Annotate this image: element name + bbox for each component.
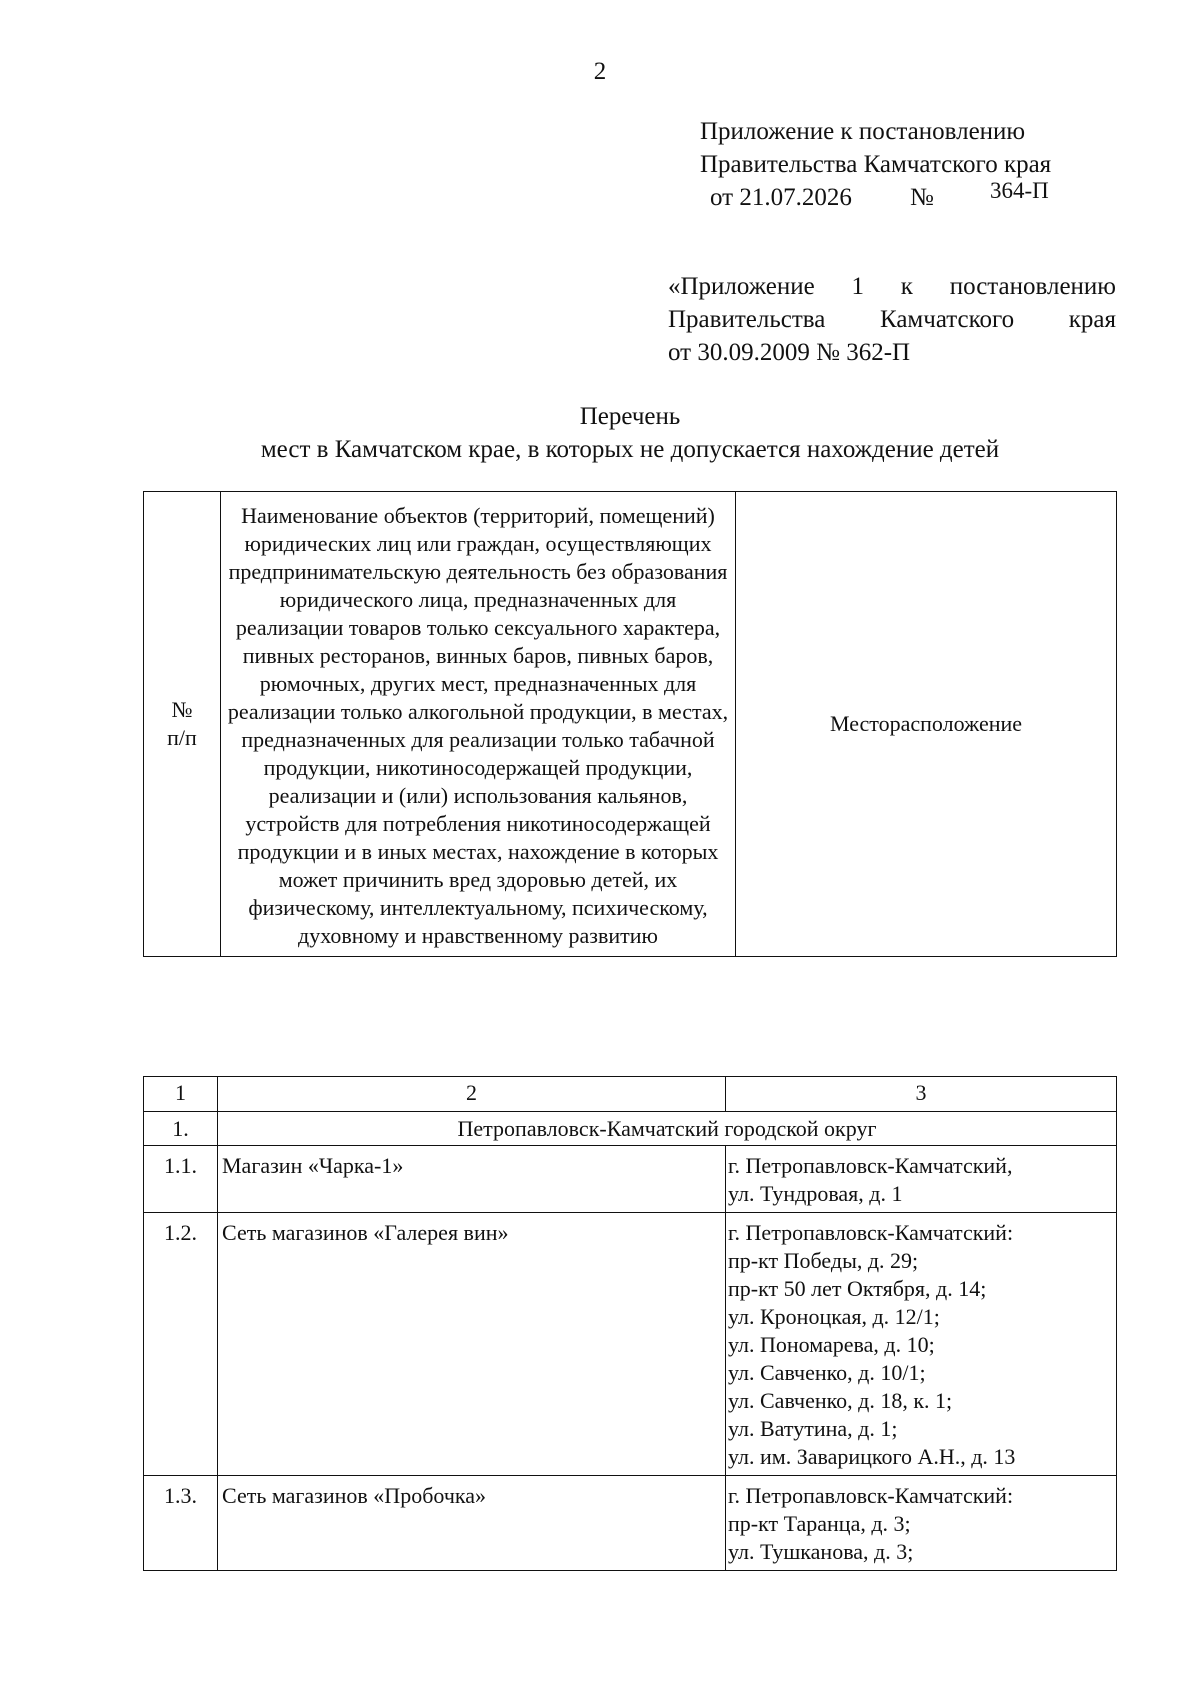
region-row [144, 1112, 1117, 1146]
column-number-2: 2 [218, 1077, 726, 1112]
address-line: пр-кт Победы, д. 29; [728, 1248, 919, 1273]
title-line-1: Перечень [579, 403, 681, 430]
list-body-table [143, 1076, 1117, 1571]
address-line: г. Петропавловск-Камчатский: [728, 1483, 1014, 1508]
header-row [144, 492, 1117, 957]
approval-block [700, 115, 1051, 214]
region-name: Петропавловск-Камчатский городской округ [218, 1112, 1117, 1146]
amended-line-1: «Приложение 1 к постановлению [668, 273, 1116, 300]
approval-line-1: Приложение к постановлению [700, 118, 1026, 145]
header-location: Месторасположение [736, 492, 1117, 957]
approval-line-2: Правительства Камчатского края [700, 151, 1052, 178]
list-header-table [143, 491, 1117, 957]
address-line: ул. Тушканова, д. 3; [728, 1539, 914, 1564]
row-object-name: Сеть магазинов «Галерея вин» [218, 1213, 726, 1476]
address-line: г. Петропавловск-Камчатский: [728, 1220, 1014, 1245]
address-line: пр-кт 50 лет Октября, д. 14; [728, 1276, 987, 1301]
table-row [144, 1476, 1117, 1571]
header-number-text: № п/п [167, 697, 197, 750]
row-address [726, 1146, 1117, 1213]
row-number: 1.3. [144, 1476, 218, 1571]
address-line: ул. им. Заварицкого А.Н., д. 13 [728, 1444, 1016, 1469]
column-number-row [144, 1077, 1117, 1112]
address-line: пр-кт Таранца, д. 3; [728, 1511, 911, 1536]
row-number: 1.2. [144, 1213, 218, 1476]
region-number: 1. [144, 1112, 218, 1146]
document-title [160, 400, 1100, 466]
approval-date-line [700, 178, 1051, 214]
title-line-2: мест в Камчатском крае, в которых не допускается нахождение детей [260, 436, 1000, 463]
address-line: ул. Кроноцкая, д. 12/1; [728, 1304, 940, 1329]
amended-line-3: от 30.09.2009 № 362-П [668, 339, 911, 366]
address-line: ул. Савченко, д. 18, к. 1; [728, 1388, 953, 1413]
column-number-1: 1 [144, 1077, 218, 1112]
row-address [726, 1476, 1117, 1571]
address-line: ул. Савченко, д. 10/1; [728, 1360, 926, 1385]
approval-number-sign: № [910, 184, 934, 211]
approval-date: от 21.07.2026 [710, 184, 852, 211]
approval-number: 364-П [990, 178, 1049, 203]
header-object-name: Наименование объектов (территорий, помещений) юридических лиц или граждан, осуществляющих предпринимательскую деятельность без образования юридического лица, предназначенных для реализации товаров только сексуального характера, пивных ресторанов, винных баров, пивных баров, рюмочных, других мест, предназначенных для реализации только алкогольной продукции, в местах, предназначенных для реализации только табачной продукции, никотиносодержащей продукции, реализации и (или) использования кальянов, устройств для потребления никотиносодержащей продукции и в иных местах, нахождение в которых может причинить вред здоровью детей, их физическому, интеллектуальному, психическому, духовному и нравственному развитию [221, 492, 736, 957]
address-line: г. Петропавловск-Камчатский, [728, 1153, 1013, 1178]
page-number: 2 [593, 58, 607, 85]
row-object-name: Сеть магазинов «Пробочка» [218, 1476, 726, 1571]
table-row [144, 1146, 1117, 1213]
address-line: ул. Пономарева, д. 10; [728, 1332, 935, 1357]
address-line: ул. Тундровая, д. 1 [728, 1181, 903, 1206]
amended-appendix-block [668, 270, 1116, 369]
row-object-name: Магазин «Чарка-1» [218, 1146, 726, 1213]
row-number: 1.1. [144, 1146, 218, 1213]
address-line: ул. Ватутина, д. 1; [728, 1416, 898, 1441]
column-number-3: 3 [726, 1077, 1117, 1112]
table-row [144, 1213, 1117, 1476]
header-number [144, 492, 221, 957]
row-address [726, 1213, 1117, 1476]
amended-line-2: Правительства Камчатского края [668, 306, 1116, 333]
